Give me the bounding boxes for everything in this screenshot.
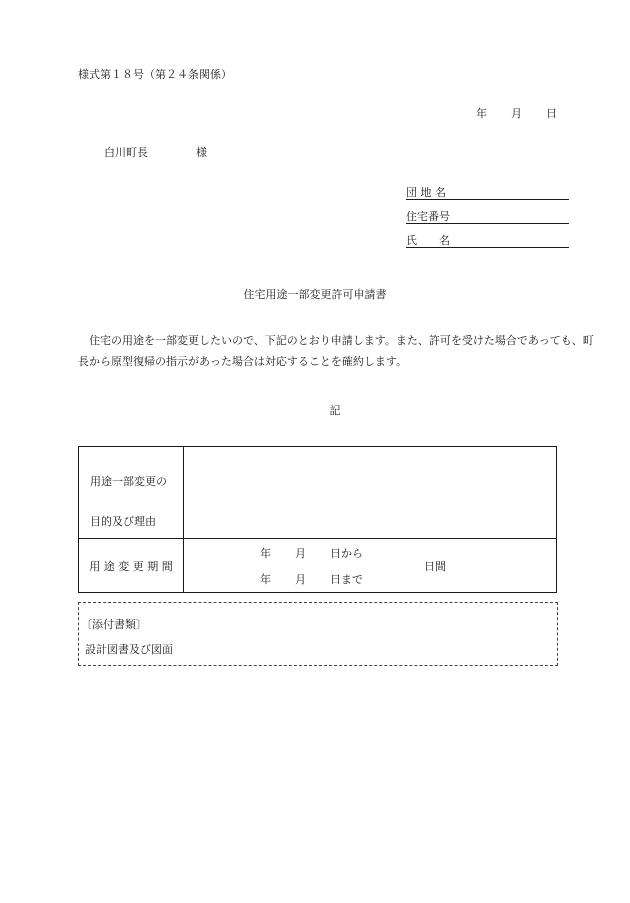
attachments-box	[78, 602, 558, 666]
purpose-label-line1: 用途一部変更の	[90, 475, 167, 488]
applicant-field-housing-number[interactable]	[406, 208, 569, 226]
attachments-item: 設計図書及び図面	[85, 643, 173, 656]
document-title: 住宅用途一部変更許可申請書	[243, 288, 387, 301]
applicant-underline	[406, 199, 569, 200]
applicant-label-housing-number: 住宅番号	[406, 210, 450, 223]
period-from-month: 月	[295, 547, 306, 560]
applicant-label-danchi: 団 地 名	[406, 186, 446, 199]
purpose-value-cell[interactable]	[184, 447, 557, 539]
date-day: 日	[546, 107, 557, 120]
period-value-cell[interactable]	[184, 539, 557, 593]
ki-label: 記	[329, 404, 341, 417]
date-year: 年	[476, 107, 487, 120]
form-number: 様式第１８号（第２４条関係）	[78, 68, 232, 81]
applicant-underline	[406, 223, 569, 224]
period-days: 日間	[424, 560, 446, 573]
period-to-year: 年	[260, 573, 271, 586]
purpose-label-line2: 目的及び理由	[90, 515, 156, 528]
period-from-day: 日から	[330, 547, 363, 560]
body-text: 住宅の用途を一部変更したいので、下記のとおり申請します。また、許可を受けた場合であっても、町長から原型復帰の指示があった場合は対応することを確約します。	[78, 334, 594, 368]
applicant-underline	[406, 247, 569, 248]
date-month: 月	[511, 107, 522, 120]
application-table	[78, 446, 557, 593]
period-to-month: 月	[295, 573, 306, 586]
purpose-label-cell	[79, 447, 184, 539]
attachments-heading: 〔添付書類〕	[81, 618, 147, 631]
period-to-day: 日まで	[330, 573, 363, 586]
applicant-field-name[interactable]	[406, 232, 569, 250]
addressee-name: 白川町長	[104, 146, 148, 159]
period-label: 用 途 変 更 期 間	[89, 559, 173, 573]
applicant-label-name: 氏 名	[406, 234, 450, 247]
applicant-field-danchi[interactable]	[406, 184, 569, 202]
period-label-cell	[79, 539, 184, 593]
period-from-year: 年	[260, 547, 271, 560]
addressee-honorific: 様	[196, 146, 207, 159]
